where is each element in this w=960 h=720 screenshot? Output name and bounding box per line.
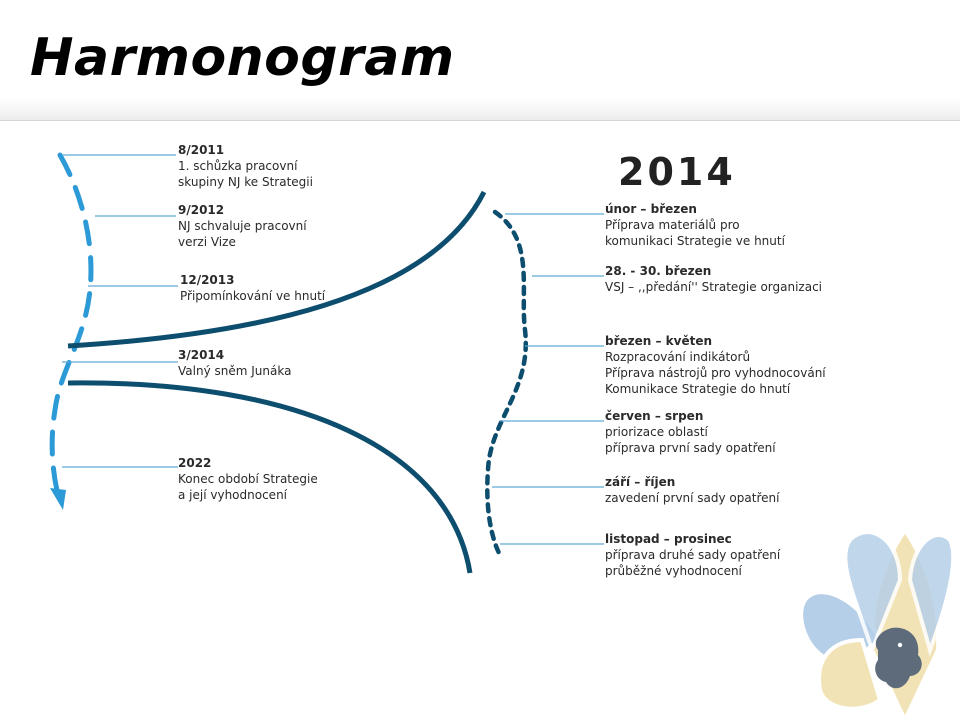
milestone-date: 12/2013: [180, 273, 235, 287]
arrow-head-icon: [50, 488, 66, 510]
milestone-text: VSJ – ,,předání'' Strategie organizaci: [605, 280, 823, 294]
right-milestone: [605, 474, 779, 506]
milestone-date: 28. - 30. březen: [605, 264, 712, 278]
left-milestone: [178, 455, 318, 503]
left-milestone: [178, 347, 291, 379]
milestone-text: Komunikace Strategie do hnutí: [605, 382, 791, 396]
milestone-text: Připomínkování ve hnutí: [180, 289, 326, 303]
milestone-date: červen – srpen: [605, 409, 704, 423]
junak-lily-wolf-icon: [801, 530, 953, 720]
milestone-text: průběžné vyhodnocení: [605, 564, 742, 578]
milestone-text: Příprava materiálů pro: [605, 218, 740, 232]
right-milestone: [605, 333, 826, 397]
left-milestone: [178, 142, 313, 190]
milestone-text: Valný sněm Junáka: [178, 364, 292, 378]
right-milestone: [605, 531, 780, 579]
left-milestone: [180, 272, 325, 304]
milestone-text: Konec období Strategie: [178, 472, 318, 486]
milestone-text: komunikaci Strategie ve hnutí: [605, 234, 785, 248]
milestone-text: priorizace oblastí: [605, 425, 708, 439]
milestone-date: únor – březen: [605, 202, 697, 216]
right-leader-lines: [492, 214, 604, 544]
right-milestone: [605, 263, 822, 295]
milestone-date: 9/2012: [178, 203, 225, 217]
milestone-date: listopad – prosinec: [605, 532, 732, 546]
milestone-text: Příprava nástrojů pro vyhodnocování: [605, 366, 826, 380]
milestone-text: zavedení první sady opatření: [605, 491, 780, 505]
slide-title: Harmonogram: [30, 28, 455, 88]
milestone-text: a její vyhodnocení: [178, 488, 288, 502]
milestone-date: 2022: [178, 456, 212, 470]
left-timeline-arrow: [52, 155, 91, 495]
milestone-text: Rozpracování indikátorů: [605, 350, 751, 364]
milestone-text: skupiny NJ ke Strategii: [178, 175, 313, 189]
right-milestone: [605, 408, 776, 456]
right-milestone: [605, 201, 785, 249]
milestone-text: verzi Vize: [178, 235, 236, 249]
milestone-text: 1. schůzka pracovní: [178, 159, 298, 173]
milestone-date: 3/2014: [178, 348, 225, 362]
milestone-text: příprava první sady opatření: [605, 441, 776, 455]
milestone-date: březen – květen: [605, 334, 713, 348]
left-milestone: [178, 202, 307, 250]
milestone-text: NJ schvaluje pracovní: [178, 219, 307, 233]
right-timeline-dashed: [487, 212, 525, 555]
milestone-text: příprava druhé sady opatření: [605, 548, 781, 562]
milestone-date: 8/2011: [178, 143, 225, 157]
milestone-date: září – říjen: [605, 475, 676, 489]
year-heading: 2014: [618, 150, 736, 194]
